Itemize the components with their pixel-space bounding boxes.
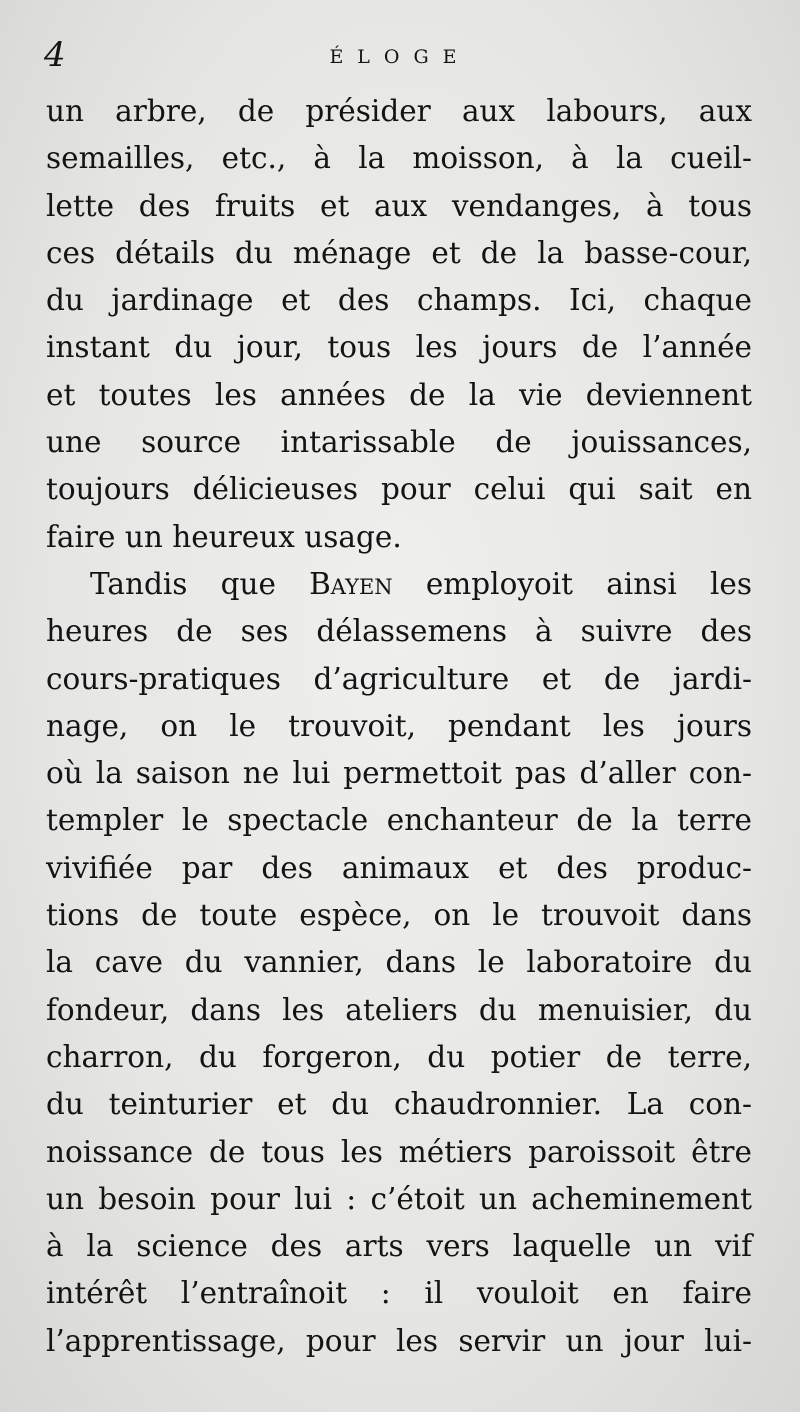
text-line: cours-pratiques d’agriculture et de jardi- xyxy=(46,661,752,696)
text-line: nage, on le trouvoit, pendant les jours xyxy=(46,708,752,743)
text-line: une source intarissable de jouissances, xyxy=(46,425,752,460)
text-line: templer le spectacle enchanteur de la terre xyxy=(46,803,752,838)
text-line: du jardinage et des champs. Ici, chaque xyxy=(46,283,752,318)
text-line: à la science des arts vers laquelle un vif xyxy=(46,1229,752,1264)
text-line: semailles, etc., à la moisson, à la cueil- xyxy=(46,141,752,176)
text-line: ces détails du ménage et de la basse-cour, xyxy=(46,235,752,270)
text-line: l’apprentissage, pour les servir un jour lui- xyxy=(46,1323,752,1358)
text-line: intérêt l’entraînoit : il vouloit en faire xyxy=(46,1276,752,1311)
text-run: Tandis que xyxy=(90,566,310,601)
text-line: noissance de tous les métiers paroissoit être xyxy=(46,1134,752,1169)
text-line: charron, du forgeron, du potier de terre, xyxy=(46,1039,752,1074)
body-text xyxy=(46,88,752,1365)
text-line: un besoin pour lui : c’étoit un acheminement xyxy=(46,1181,752,1216)
person-name: Bayen xyxy=(309,566,393,601)
text-line: toujours délicieuses pour celui qui sait en xyxy=(46,472,752,507)
page-number: 4 xyxy=(44,35,66,75)
text-line: la cave du vannier, dans le laboratoire du xyxy=(46,945,752,980)
running-head: ÉLOGE xyxy=(329,46,471,68)
text-line: où la saison ne lui permettoit pas d’aller con- xyxy=(46,756,752,791)
text-line: un arbre, de présider aux labours, aux xyxy=(46,94,752,128)
text-line: instant du jour, tous les jours de l’année xyxy=(46,330,752,365)
text-line: tions de toute espèce, on le trouvoit dans xyxy=(46,898,752,933)
text-line: heures de ses délassemens à suivre des xyxy=(46,614,752,649)
text-line: faire un heureux usage. xyxy=(46,519,402,554)
text-line: et toutes les années de la vie deviennent xyxy=(46,377,752,412)
text-line: fondeur, dans les ateliers du menuisier, du xyxy=(46,992,752,1027)
text-run: employoit ainsi les xyxy=(392,566,752,601)
text-line: lette des fruits et aux vendanges, à tous xyxy=(46,188,752,223)
text-line: vivifiée par des animaux et des produc- xyxy=(46,850,752,885)
text-line: du teinturier et du chaudronnier. La con- xyxy=(46,1087,752,1122)
text-line xyxy=(46,561,752,608)
